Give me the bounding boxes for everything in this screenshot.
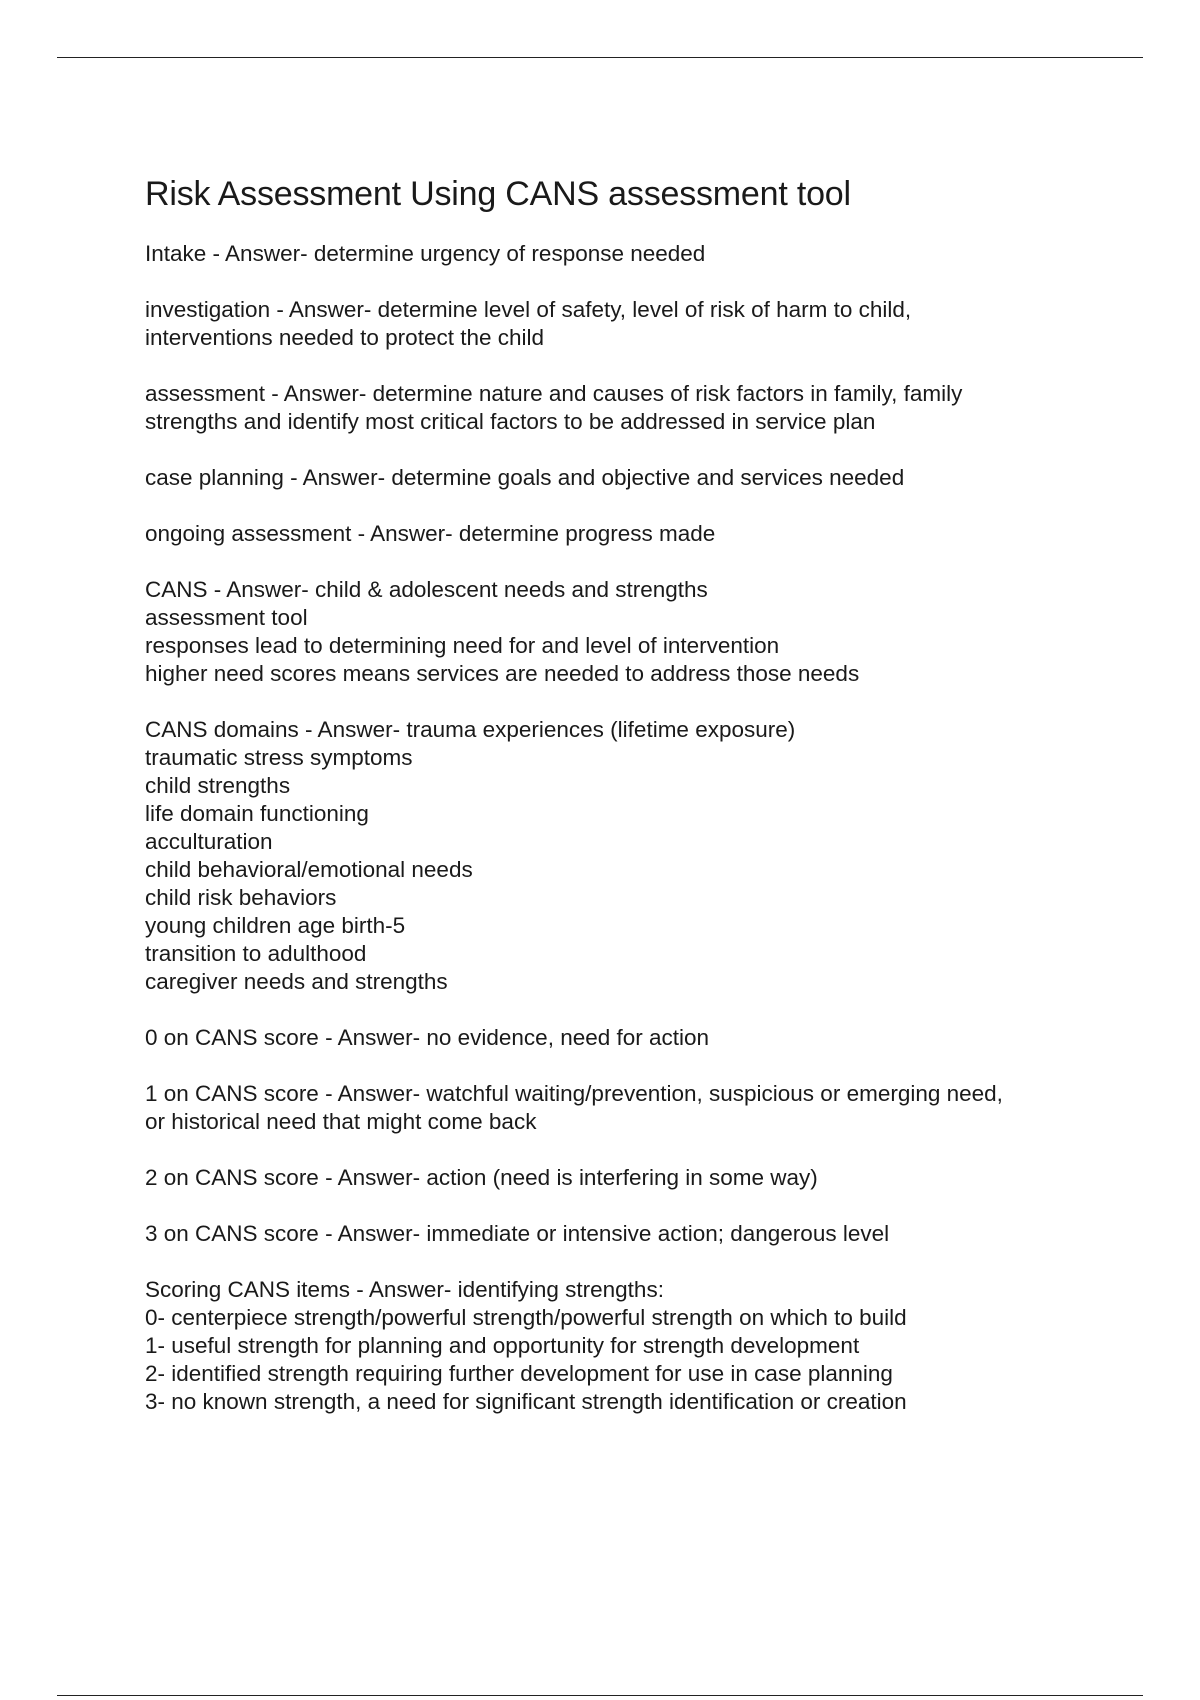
entry-line: investigation - Answer- determine level of safety, level of risk of harm to child,	[145, 297, 912, 322]
entry-line: 1- useful strength for planning and opportunity for strength development	[145, 1333, 860, 1358]
qa-entry	[145, 1024, 1105, 1052]
entry-line: case planning - Answer- determine goals and objective and services needed	[145, 465, 905, 490]
entry-line: assessment tool	[145, 605, 308, 630]
entry-line: responses lead to determining need for and level of intervention	[145, 633, 780, 658]
entry-line: CANS domains - Answer- trauma experiences (lifetime exposure)	[145, 717, 796, 742]
entry-line: child behavioral/emotional needs	[145, 857, 473, 882]
entry-line: child risk behaviors	[145, 885, 337, 910]
qa-entry	[145, 576, 1105, 688]
qa-entry	[145, 716, 1105, 996]
entry-line: acculturation	[145, 829, 273, 854]
entry-line: child strengths	[145, 773, 291, 798]
entry-line: assessment - Answer- determine nature and causes of risk factors in family, family	[145, 381, 963, 406]
entry-line: ongoing assessment - Answer- determine progress made	[145, 521, 716, 546]
qa-entry	[145, 240, 1105, 268]
entry-line: 3- no known strength, a need for significant strength identification or creation	[145, 1389, 907, 1414]
entry-list	[145, 240, 1105, 1416]
entry-line: 2- identified strength requiring further development for use in case planning	[145, 1361, 893, 1386]
bottom-rule	[57, 1695, 1143, 1696]
entry-line: 1 on CANS score - Answer- watchful waiting/prevention, suspicious or emerging need,	[145, 1081, 1003, 1106]
qa-entry	[145, 380, 1105, 436]
entry-line: young children age birth-5	[145, 913, 406, 938]
entry-line: interventions needed to protect the child	[145, 325, 545, 350]
entry-line: higher need scores means services are needed to address those needs	[145, 661, 860, 686]
entry-line: 3 on CANS score - Answer- immediate or intensive action; dangerous level	[145, 1221, 890, 1246]
entry-line: strengths and identify most critical factors to be addressed in service plan	[145, 409, 876, 434]
entry-line: caregiver needs and strengths	[145, 969, 448, 994]
entry-line: transition to adulthood	[145, 941, 367, 966]
entry-line: life domain functioning	[145, 801, 369, 826]
entry-line: traumatic stress symptoms	[145, 745, 413, 770]
document-body	[145, 174, 1105, 1444]
entry-line: Intake - Answer- determine urgency of response needed	[145, 241, 706, 266]
qa-entry	[145, 296, 1105, 352]
qa-entry	[145, 1164, 1105, 1192]
entry-line: 2 on CANS score - Answer- action (need is interfering in some way)	[145, 1165, 818, 1190]
qa-entry	[145, 1276, 1105, 1416]
qa-entry	[145, 520, 1105, 548]
document-title: Risk Assessment Using CANS assessment tool	[145, 175, 851, 213]
entry-line: CANS - Answer- child & adolescent needs and strengths	[145, 577, 708, 602]
entry-line: 0- centerpiece strength/powerful strength/powerful strength on which to build	[145, 1305, 907, 1330]
entry-line: Scoring CANS items - Answer- identifying strengths:	[145, 1277, 664, 1302]
qa-entry	[145, 464, 1105, 492]
entry-line: or historical need that might come back	[145, 1109, 537, 1134]
top-rule	[57, 57, 1143, 58]
qa-entry	[145, 1220, 1105, 1248]
entry-line: 0 on CANS score - Answer- no evidence, need for action	[145, 1025, 710, 1050]
qa-entry	[145, 1080, 1105, 1136]
